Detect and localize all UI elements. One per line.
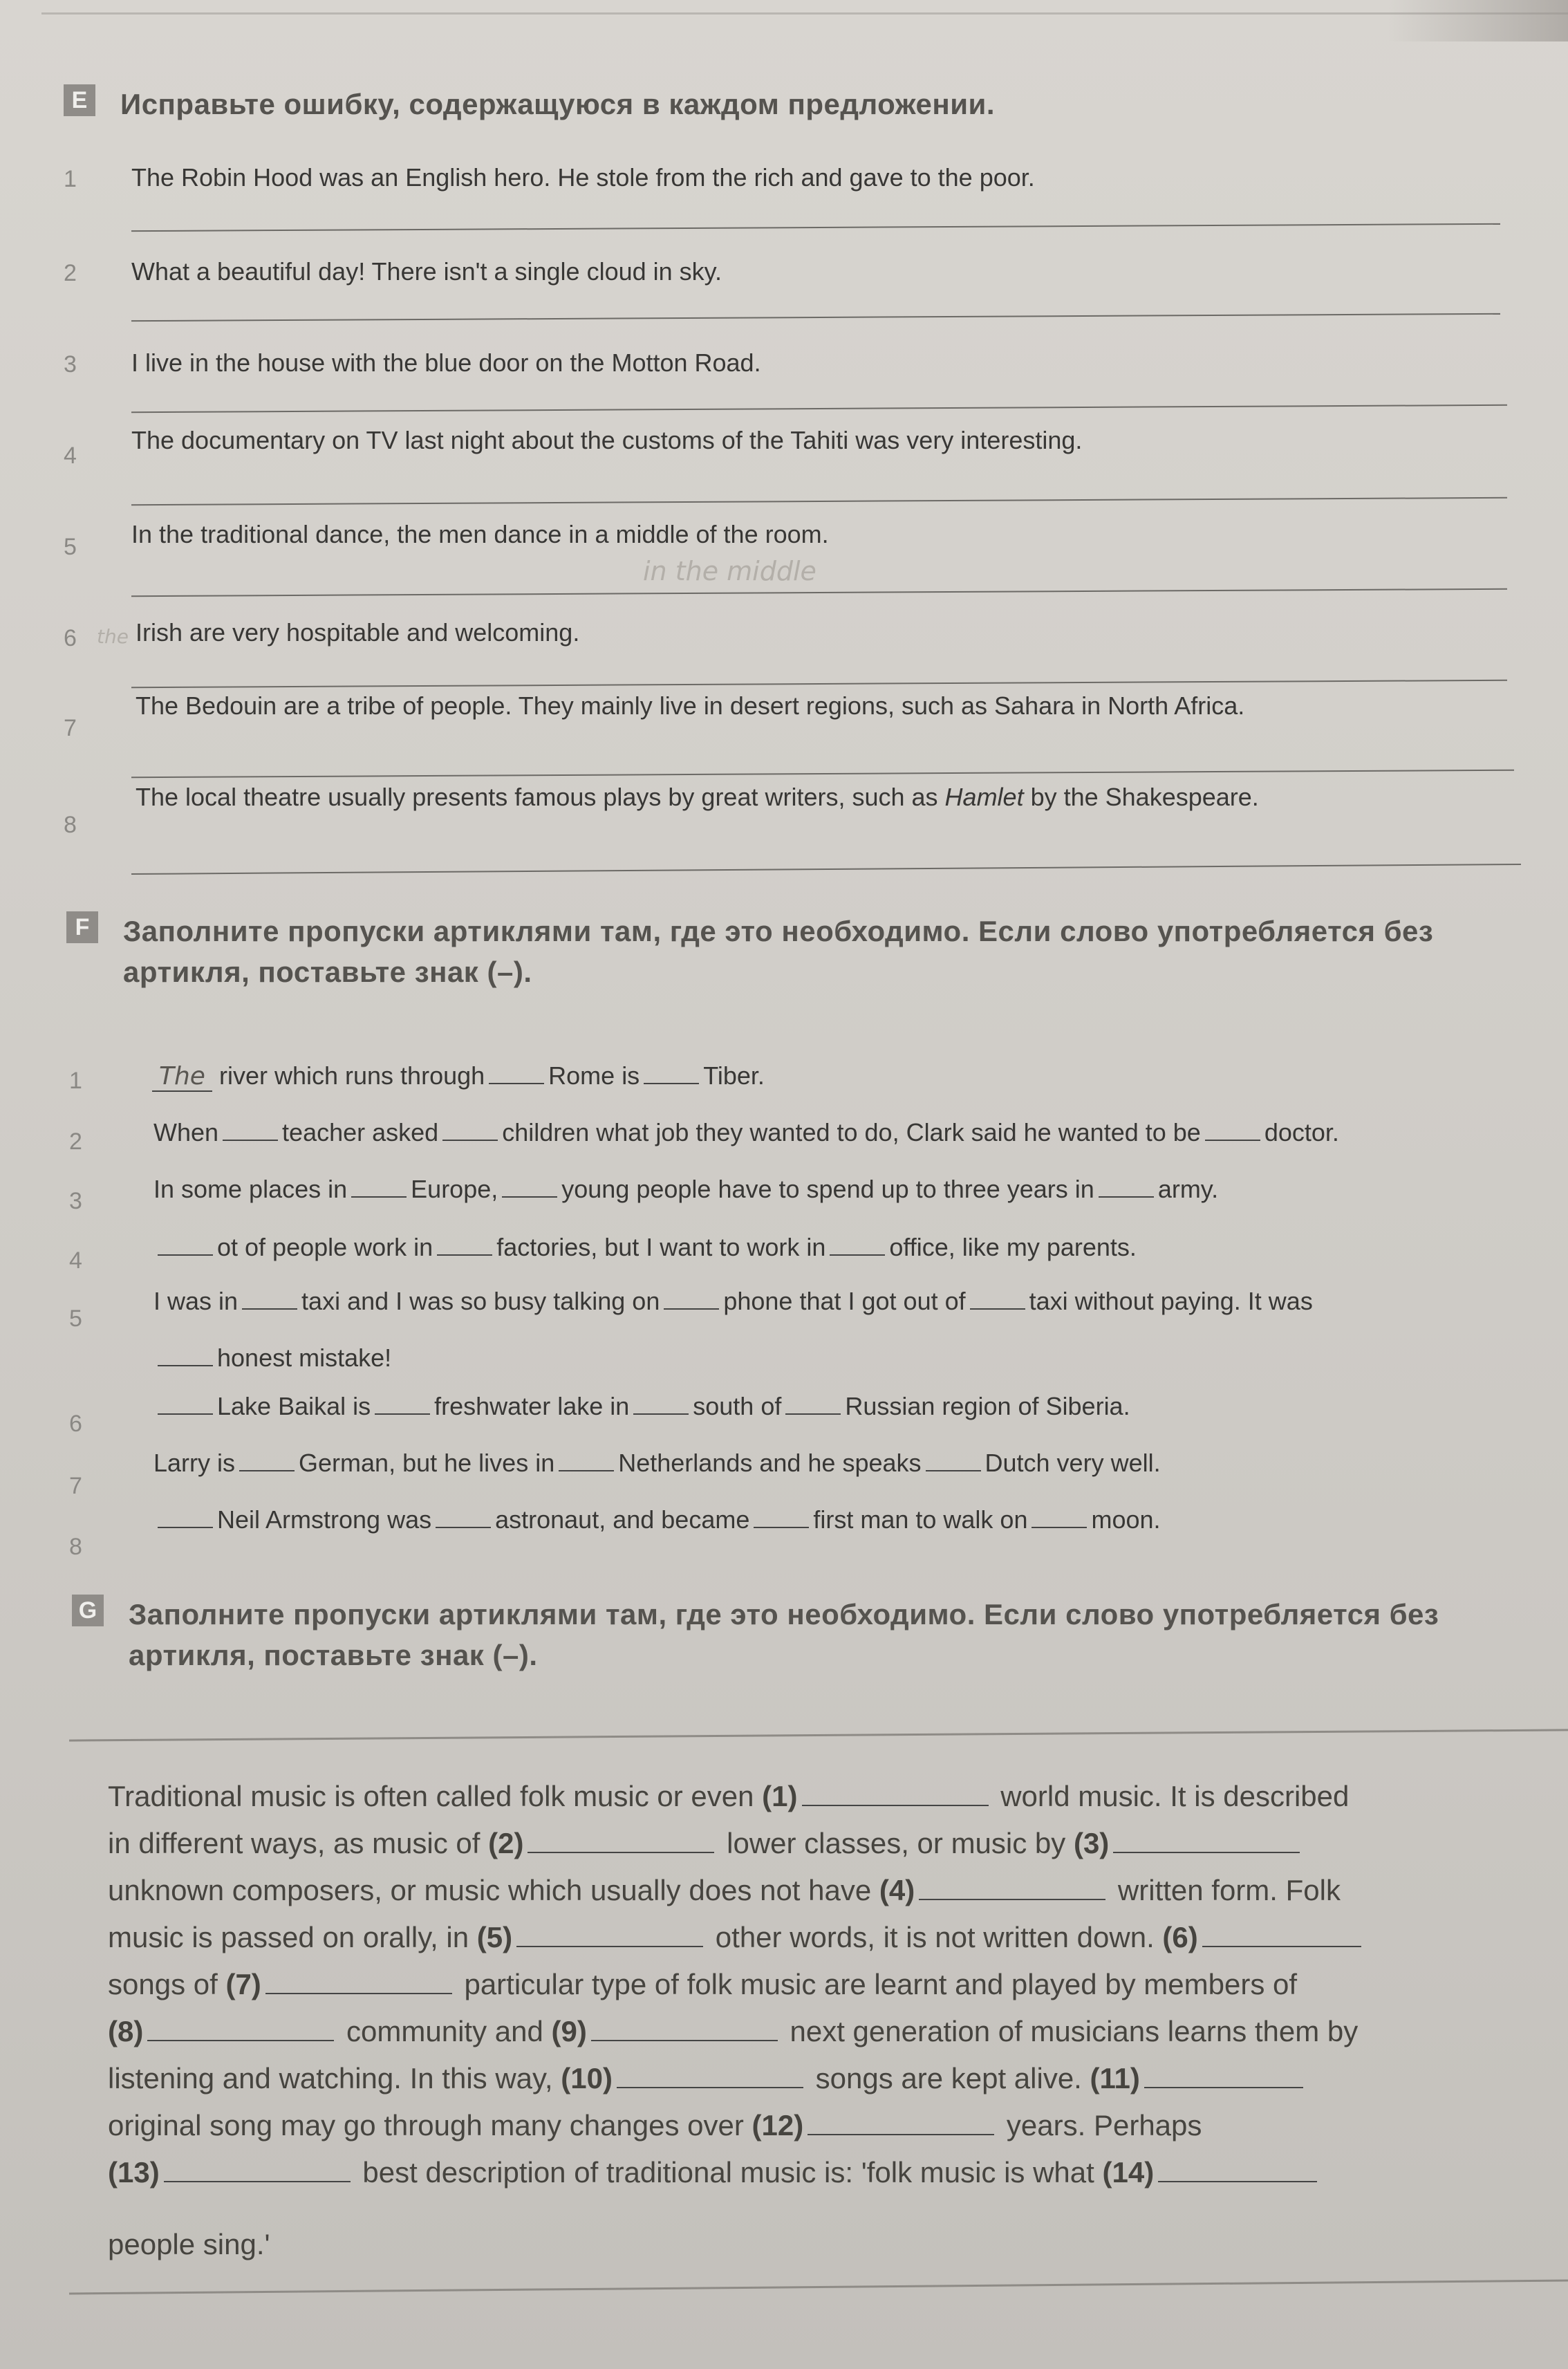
f-text: children what job they wanted to do, Clark said he wanted to be bbox=[502, 1118, 1201, 1146]
g-text: songs are kept alive. bbox=[815, 2062, 1090, 2094]
f-text: Larry is bbox=[153, 1449, 236, 1477]
answer-blank[interactable] bbox=[239, 1445, 295, 1471]
g-gap-number: (1) bbox=[762, 1780, 798, 1812]
f-text: Lake Baikal is bbox=[217, 1392, 371, 1420]
section-g-instruction-line1: Заполните пропуски артиклями там, где это необходимо. Если слово употребляется без bbox=[129, 1598, 1439, 1631]
g-gap-number: (8) bbox=[108, 2015, 144, 2047]
e-item-text: The Bedouin are a tribe of people. They mainly live in desert regions, such as Sahara in North Africa. bbox=[136, 691, 1245, 720]
g-text: world music. It is described bbox=[1000, 1780, 1350, 1812]
e-item-text-part: by the Shakespeare. bbox=[1023, 783, 1259, 811]
e-item-num: 1 bbox=[64, 166, 77, 192]
answer-blank[interactable] bbox=[1099, 1171, 1154, 1198]
e-item-num: 8 bbox=[64, 812, 77, 838]
answer-blank[interactable] bbox=[830, 1229, 885, 1256]
g-gap-number: (14) bbox=[1102, 2156, 1155, 2189]
g-text: people sing.' bbox=[108, 2228, 270, 2260]
answer-blank[interactable] bbox=[1205, 1115, 1260, 1141]
g-gap-number: (5) bbox=[476, 1921, 513, 1953]
f-text: army. bbox=[1157, 1175, 1219, 1203]
g-text: original song may go through many changes over bbox=[108, 2109, 752, 2142]
f-item-num: 6 bbox=[69, 1411, 82, 1437]
f-item-sentence bbox=[153, 1115, 1339, 1147]
e-item-text: Irish are very hospitable and welcoming. bbox=[136, 618, 580, 647]
f-text: ot of people work in bbox=[217, 1233, 433, 1261]
answer-blank[interactable] bbox=[617, 2058, 803, 2088]
f-text: Netherlands and he speaks bbox=[618, 1449, 922, 1477]
answer-line[interactable] bbox=[131, 497, 1507, 505]
g-text: community and bbox=[346, 2015, 552, 2047]
section-g-header bbox=[72, 1595, 1439, 1676]
g-text: years. Perhaps bbox=[1006, 2109, 1202, 2142]
f-item-num: 2 bbox=[69, 1128, 82, 1155]
f-text: doctor. bbox=[1264, 1118, 1339, 1146]
e-item-text: I live in the house with the blue door on the Motton Road. bbox=[131, 349, 761, 377]
g-text: next generation of musicians learns them by bbox=[790, 2015, 1359, 2047]
f-item-num: 7 bbox=[69, 1473, 82, 1499]
answer-blank[interactable] bbox=[1113, 1823, 1300, 1853]
g-gap-number: (13) bbox=[108, 2156, 160, 2189]
answer-blank[interactable] bbox=[147, 2011, 334, 2041]
answer-blank[interactable] bbox=[351, 1171, 407, 1198]
f-item-num: 8 bbox=[69, 1534, 82, 1560]
answer-blank[interactable] bbox=[785, 1388, 841, 1415]
g-line bbox=[108, 1964, 1297, 2001]
answer-blank[interactable] bbox=[436, 1502, 491, 1528]
f-text: freshwater lake in bbox=[434, 1392, 630, 1420]
f-item-sentence bbox=[153, 1229, 1137, 1262]
g-line bbox=[108, 1823, 1304, 1860]
e-item-num: 6 bbox=[64, 625, 77, 651]
f-text: honest mistake! bbox=[217, 1344, 392, 1372]
e-item-num: 2 bbox=[64, 260, 77, 286]
g-gap-number: (7) bbox=[225, 1968, 261, 2000]
answer-blank[interactable] bbox=[164, 2152, 351, 2182]
answer-blank[interactable] bbox=[437, 1229, 492, 1256]
answer-line[interactable] bbox=[131, 588, 1507, 597]
f-text: office, like my parents. bbox=[889, 1233, 1137, 1261]
f-text: Dutch very well. bbox=[984, 1449, 1161, 1477]
answer-blank[interactable] bbox=[158, 1340, 213, 1366]
g-text: particular type of folk music are learnt and played by members of bbox=[464, 1968, 1298, 2000]
answer-blank[interactable] bbox=[158, 1229, 213, 1256]
answer-blank[interactable] bbox=[223, 1115, 278, 1141]
g-gap-number: (11) bbox=[1090, 2062, 1140, 2094]
g-text: best description of traditional music is: 'folk music is what bbox=[362, 2156, 1103, 2189]
g-line bbox=[108, 1776, 1349, 1813]
e-item-text bbox=[136, 783, 1259, 812]
f-text: moon. bbox=[1091, 1505, 1161, 1534]
g-gap-number: (4) bbox=[879, 1874, 915, 1906]
answer-line[interactable] bbox=[131, 313, 1500, 322]
f-text: Russian region of Siberia. bbox=[845, 1392, 1130, 1420]
g-text: songs of bbox=[108, 1968, 226, 2000]
f-item-sentence bbox=[153, 1283, 1313, 1316]
e-item-text: In the traditional dance, the men dance in a middle of the room. bbox=[131, 520, 829, 548]
answer-line[interactable] bbox=[131, 405, 1507, 413]
f-item-sentence bbox=[153, 1502, 1161, 1534]
handwritten-article: the bbox=[97, 625, 129, 648]
handwritten-answer: The bbox=[152, 1062, 212, 1092]
f-item-sentence bbox=[153, 1445, 1161, 1478]
f-item-num: 5 bbox=[69, 1306, 82, 1332]
answer-blank[interactable] bbox=[808, 2105, 994, 2135]
section-g-top-rule bbox=[69, 1729, 1568, 1741]
f-item-num: 1 bbox=[69, 1068, 82, 1094]
f-item-num: 3 bbox=[69, 1188, 82, 1214]
e-item-num: 7 bbox=[64, 715, 77, 741]
f-text: I was in bbox=[153, 1287, 239, 1315]
g-gap-number: (3) bbox=[1073, 1827, 1110, 1859]
answer-line[interactable] bbox=[131, 223, 1500, 232]
answer-line[interactable] bbox=[131, 770, 1514, 778]
answer-blank[interactable] bbox=[559, 1445, 614, 1471]
section-f-letter: F bbox=[66, 911, 98, 943]
section-g-instruction bbox=[129, 1595, 1439, 1676]
answer-blank[interactable] bbox=[375, 1388, 430, 1415]
answer-blank[interactable] bbox=[644, 1058, 699, 1084]
corner-shadow bbox=[1388, 0, 1568, 41]
g-line bbox=[108, 2105, 1202, 2142]
f-text: first man to walk on bbox=[813, 1505, 1028, 1534]
answer-blank[interactable] bbox=[926, 1445, 981, 1471]
f-text: south of bbox=[693, 1392, 782, 1420]
f-text: astronaut, and became bbox=[495, 1505, 750, 1534]
answer-blank[interactable] bbox=[970, 1283, 1025, 1310]
g-line bbox=[108, 2058, 1307, 2095]
e-item-text: The documentary on TV last night about the customs of the Tahiti was very interesting. bbox=[131, 426, 1083, 454]
f-item-sentence bbox=[152, 1058, 765, 1090]
answer-line[interactable] bbox=[131, 680, 1507, 688]
e-item-title-italic: Hamlet bbox=[944, 783, 1024, 811]
answer-blank[interactable] bbox=[242, 1283, 297, 1310]
answer-blank[interactable] bbox=[489, 1058, 544, 1084]
answer-blank[interactable] bbox=[1158, 2152, 1317, 2182]
section-e-header bbox=[64, 84, 995, 125]
handwritten-correction: in the middle bbox=[643, 556, 816, 586]
g-text: music is passed on orally, in bbox=[108, 1921, 477, 1953]
section-f-instruction-line1: Заполните пропуски артиклями там, где это необходимо. Если слово употребляется без bbox=[123, 915, 1434, 947]
f-text: phone that I got out of bbox=[723, 1287, 966, 1315]
e-item-text: What a beautiful day! There isn't a single cloud in sky. bbox=[131, 257, 722, 286]
answer-blank[interactable] bbox=[754, 1502, 809, 1528]
section-f-header bbox=[66, 911, 1433, 993]
f-item-sentence-cont bbox=[153, 1340, 391, 1373]
g-gap-number: (2) bbox=[488, 1827, 524, 1859]
answer-blank[interactable] bbox=[502, 1171, 557, 1198]
answer-blank[interactable] bbox=[442, 1115, 498, 1141]
f-text: In some places in bbox=[153, 1175, 348, 1203]
e-item-num: 3 bbox=[64, 351, 77, 378]
f-text: factories, but I want to work in bbox=[496, 1233, 826, 1261]
g-gap-number: (9) bbox=[551, 2015, 587, 2047]
g-text: in different ways, as music of bbox=[108, 1827, 489, 1859]
f-item-sentence bbox=[153, 1171, 1218, 1204]
f-text: taxi and I was so busy talking on bbox=[301, 1287, 660, 1315]
answer-blank[interactable] bbox=[265, 1964, 452, 1994]
f-text: Neil Armstrong was bbox=[217, 1505, 432, 1534]
answer-blank[interactable] bbox=[158, 1502, 213, 1528]
g-text: other words, it is not written down. bbox=[715, 1921, 1163, 1953]
f-text: When bbox=[153, 1118, 219, 1146]
answer-line[interactable] bbox=[131, 864, 1521, 875]
g-line bbox=[108, 1870, 1341, 1907]
section-e-letter: E bbox=[64, 84, 95, 116]
answer-blank[interactable] bbox=[664, 1283, 719, 1310]
e-item-num: 5 bbox=[64, 534, 77, 560]
g-text: listening and watching. In this way, bbox=[108, 2062, 561, 2094]
f-text: taxi without paying. It was bbox=[1029, 1287, 1313, 1315]
answer-blank[interactable] bbox=[528, 1823, 714, 1853]
section-g-bottom-rule bbox=[69, 2280, 1568, 2295]
f-text: Tiber. bbox=[703, 1061, 765, 1090]
answer-blank[interactable] bbox=[591, 2011, 778, 2041]
e-item-num: 4 bbox=[64, 443, 77, 469]
g-gap-number: (10) bbox=[561, 2062, 613, 2094]
section-g-instruction-line2: артикля, поставьте знак (–). bbox=[129, 1638, 538, 1671]
answer-blank[interactable] bbox=[1144, 2058, 1303, 2088]
f-text: Rome is bbox=[548, 1061, 640, 1090]
g-text: lower classes, or music by bbox=[727, 1827, 1074, 1859]
section-f-instruction bbox=[123, 911, 1433, 993]
section-e-instruction: Исправьте ошибку, содержащуюся в каждом предложении. bbox=[120, 88, 995, 120]
answer-blank[interactable] bbox=[633, 1388, 689, 1415]
answer-blank[interactable] bbox=[516, 1917, 703, 1947]
f-item-sentence bbox=[153, 1388, 1130, 1421]
g-line bbox=[108, 2228, 270, 2261]
section-f-instruction-line2: артикля, поставьте знак (–). bbox=[123, 955, 532, 988]
f-text: teacher asked bbox=[282, 1118, 439, 1146]
answer-blank[interactable] bbox=[1032, 1502, 1087, 1528]
f-text: German, but he lives in bbox=[299, 1449, 555, 1477]
f-text: Europe, bbox=[411, 1175, 498, 1203]
e-item-text: The Robin Hood was an English hero. He stole from the rich and gave to the poor. bbox=[131, 163, 1035, 192]
answer-blank[interactable] bbox=[1202, 1917, 1361, 1947]
f-item-num: 4 bbox=[69, 1247, 82, 1274]
g-text: written form. Folk bbox=[1117, 1874, 1341, 1906]
g-gap-number: (6) bbox=[1162, 1921, 1198, 1953]
answer-blank[interactable] bbox=[802, 1776, 989, 1806]
g-text: Traditional music is often called folk music or even bbox=[108, 1780, 763, 1812]
answer-blank[interactable] bbox=[158, 1388, 213, 1415]
g-text: unknown composers, or music which usually does not have bbox=[108, 1874, 879, 1906]
f-text: young people have to spend up to three years in bbox=[561, 1175, 1094, 1203]
g-line bbox=[108, 1917, 1365, 1954]
e-item-text-part: The local theatre usually presents famous plays by great writers, such as bbox=[136, 783, 945, 811]
g-line bbox=[108, 2152, 1321, 2189]
top-rule bbox=[41, 12, 1568, 15]
f-text: river which runs through bbox=[218, 1061, 485, 1090]
answer-blank[interactable] bbox=[919, 1870, 1105, 1900]
section-g-letter: G bbox=[72, 1595, 104, 1626]
g-gap-number: (12) bbox=[752, 2109, 804, 2142]
g-line bbox=[108, 2011, 1358, 2048]
